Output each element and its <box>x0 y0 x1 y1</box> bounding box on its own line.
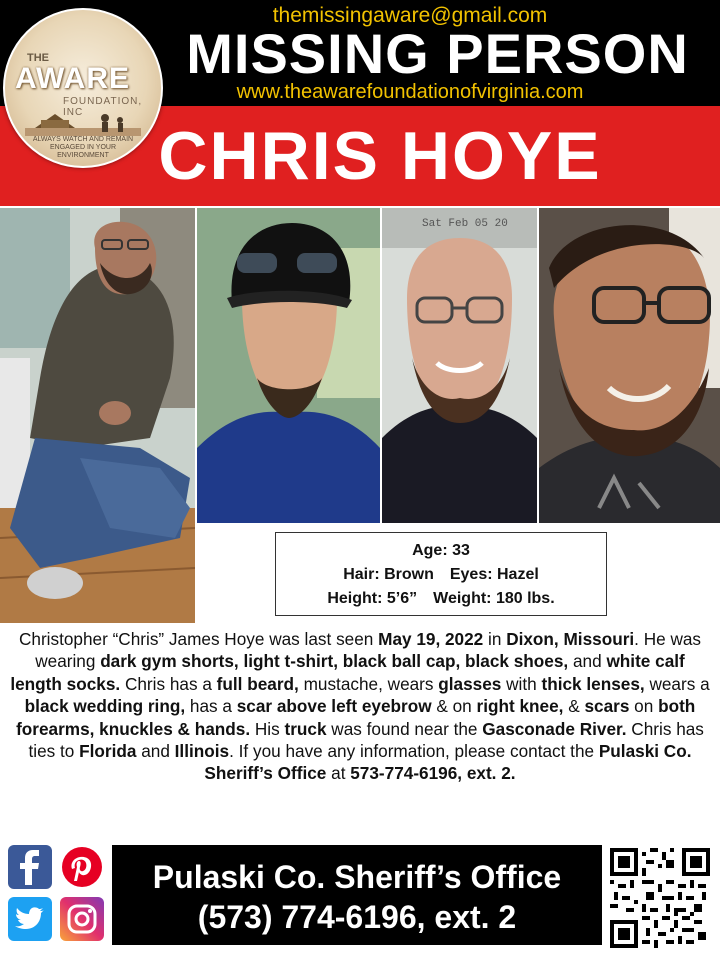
desc-text: Chris has a <box>120 673 217 694</box>
logo-name-text: AWARE <box>15 62 131 95</box>
desc-bold: scars <box>584 696 630 717</box>
instagram-icon[interactable] <box>60 897 104 941</box>
desc-text: has a <box>185 696 237 717</box>
desc-text: & on <box>431 696 477 717</box>
website-link[interactable]: www.theawarefoundationofvirginia.com <box>236 81 584 103</box>
photo-selfie <box>539 208 720 523</box>
desc-bold: Florida <box>79 741 137 762</box>
photo-timestamp: Sat Feb 05 20 <box>422 218 508 230</box>
desc-bold: Pulaski Co. Sheriff’s Office <box>204 741 692 784</box>
desc-bold: black wedding ring, <box>24 696 186 717</box>
desc-bold: Dixon, Missouri <box>506 629 635 649</box>
desc-bold: dark gym shorts, light t-shirt, black ball cap, black shoes, <box>100 651 569 672</box>
photo-sitting <box>0 208 195 623</box>
age-stat: Age: 33 <box>412 542 470 559</box>
stats-box <box>275 532 607 616</box>
sheriff-phone-number[interactable]: (573) 774-6196, ext. 2 <box>197 899 517 935</box>
desc-bold: Illinois <box>174 741 230 762</box>
desc-text: wears a <box>644 673 710 694</box>
logo-the-text: THE <box>27 52 49 64</box>
logo-tagline: ALWAYS WATCH AND REMAIN ENGAGED IN YOUR ENVIRONMENT <box>32 136 134 159</box>
desc-text: on <box>629 696 659 717</box>
desc-text: & <box>563 696 585 717</box>
contact-email[interactable]: themissingaware@gmail.com <box>272 4 548 27</box>
desc-bold: Gasconade River. <box>482 718 627 739</box>
logo-foundation-text: FOUNDATION, INC <box>63 96 143 118</box>
desc-text: Christopher “Chris” James Hoye was last seen <box>18 629 379 649</box>
desc-bold: glasses <box>438 673 502 694</box>
desc-bold: full beard, <box>216 673 299 694</box>
desc-bold: May 19, 2022 <box>378 629 484 649</box>
desc-text: . He was wearing <box>35 629 702 672</box>
twitter-icon[interactable] <box>8 897 52 941</box>
desc-text: His <box>250 718 285 739</box>
desc-text: with <box>501 673 542 694</box>
desc-text: in <box>483 629 507 649</box>
weight-stat: Weight: 180 lbs. <box>433 590 555 607</box>
desc-text: at <box>326 763 351 784</box>
social-icons <box>8 845 108 945</box>
desc-text: was found near the <box>326 718 483 739</box>
desc-text: Chris has ties to <box>28 718 704 762</box>
pinterest-icon[interactable] <box>60 845 104 889</box>
desc-text: mustache, wears <box>298 673 439 694</box>
desc-text: and <box>136 741 175 762</box>
aware-foundation-logo <box>3 8 163 168</box>
desc-bold: white calf length socks. <box>10 651 685 694</box>
logo-house-scene-icon <box>25 106 141 136</box>
contact-banner <box>112 845 602 945</box>
photo-glasses-smile <box>382 208 537 523</box>
qr-code[interactable] <box>610 848 710 948</box>
desc-bold: 573-774-6196, ext. 2. <box>350 763 516 784</box>
facebook-icon[interactable] <box>8 845 52 889</box>
desc-bold: truck <box>284 718 327 739</box>
desc-bold: thick lenses, <box>541 673 645 694</box>
eyes-stat: Eyes: Hazel <box>449 566 539 583</box>
height-stat: Height: 5’6” <box>327 590 418 607</box>
hair-stat: Hair: Brown <box>343 566 434 583</box>
photo-ball-cap <box>197 208 380 523</box>
desc-bold: scar above left eyebrow <box>236 696 432 717</box>
desc-text: . If you have any information, please contact the <box>229 741 599 762</box>
desc-text: and <box>568 651 607 672</box>
desc-bold: right knee, <box>476 696 564 717</box>
description-paragraph <box>10 628 710 785</box>
sheriff-office-name: Pulaski Co. Sheriff’s Office <box>152 859 562 895</box>
desc-bold: both forearms, knuckles & hands. <box>16 696 696 739</box>
person-name: CHRIS HOYE <box>158 118 602 194</box>
missing-person-headline: MISSING PERSON <box>186 22 689 85</box>
